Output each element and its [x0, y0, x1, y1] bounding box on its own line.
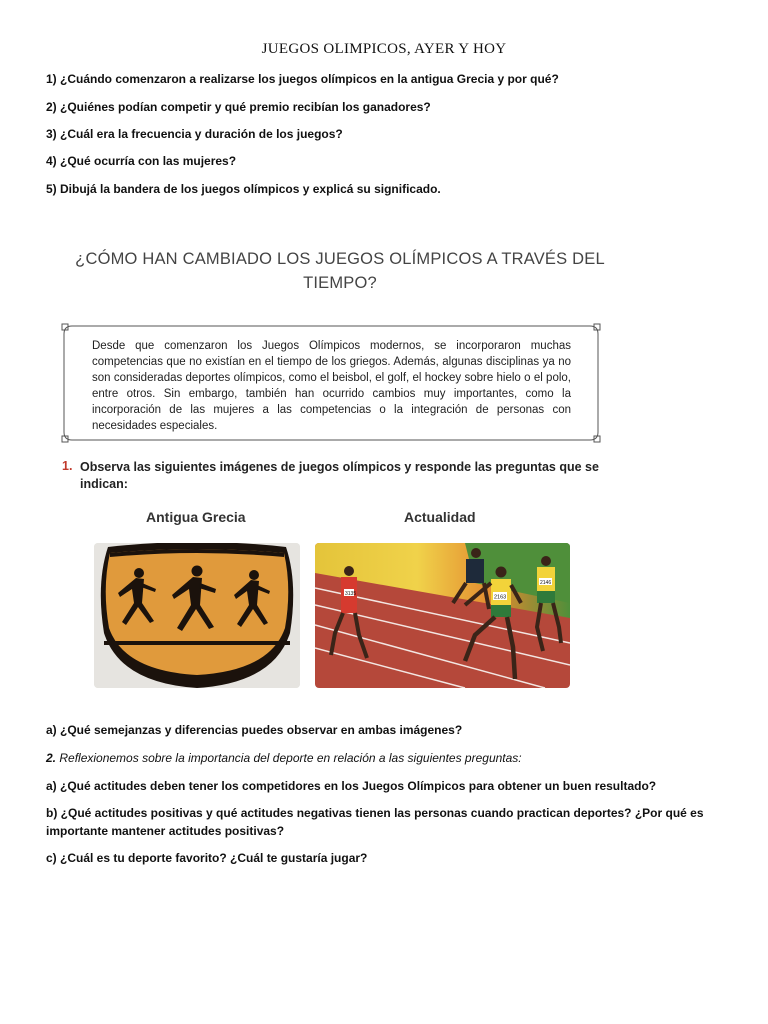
question-5: 5) Dibujá la bandera de los juegos olímpicos y explicá su significado.	[46, 182, 441, 196]
greek-vase-runners-image	[94, 543, 300, 688]
question-3: 3) ¿Cuál era la frecuencia y duración de los juegos?	[46, 127, 343, 141]
caption-actualidad: Actualidad	[404, 509, 476, 525]
caption-antigua-grecia: Antigua Grecia	[146, 509, 246, 525]
question-2-number: 2.	[46, 751, 57, 765]
question-1: 1) ¿Cuándo comenzaron a realizarse los juegos olímpicos en la antigua Grecia y por qué?	[46, 72, 559, 86]
question-a-attitudes: a) ¿Qué actitudes deben tener los competidores en los Juegos Olímpicos para obtener un buen resultado?	[46, 779, 657, 793]
page-title: JUEGOS OLIMPICOS, AYER Y HOY	[261, 41, 507, 57]
question-a-similarities: a) ¿Qué semejanzas y diferencias puedes observar en ambas imágenes?	[46, 723, 463, 737]
sprinters-photo-image	[315, 543, 570, 688]
question-c-favorite-sport: c) ¿Cuál es tu deporte favorito? ¿Cuál te gustaría jugar?	[46, 851, 368, 865]
exercise-1-text: Observa las siguientes imágenes de juegos olímpicos y responde las preguntas que se indican:	[80, 460, 599, 491]
info-box-text: Desde que comenzaron los Juegos Olímpicos modernos, se incorporaron muchas competencias que no existían en el tiempo de los griegos. Además, algunas disciplinas ya no son consideradas deportes olímpicos, como el beisbol, el golf, el hockey sobre hielo o el polo, entre otros. Sin embargo, también han ocurrido cambios muy importantes, como la incorporación de las mujeres a las competencias o la integración de personas con necesidades especiales.	[92, 340, 571, 432]
question-2-text: Reflexionemos sobre la importancia del deporte en relación a las siguientes preguntas:	[59, 751, 522, 765]
question-4: 4) ¿Qué ocurría con las mujeres?	[46, 154, 237, 168]
exercise-1-number: 1.	[62, 459, 73, 473]
bib-number: 2146	[540, 580, 552, 586]
question-b-attitudes: b) ¿Qué actitudes positivas y qué actitudes negativas tienen las personas cuando practican deportes? ¿Por qué es importante mantener actitudes positivas?	[46, 806, 704, 838]
section-subtitle: ¿CÓMO HAN CAMBIADO LOS JUEGOS OLÍMPICOS A TRAVÉS DEL TIEMPO?	[75, 250, 605, 292]
bib-number: 2163	[494, 594, 507, 601]
bib-number: 3135	[345, 591, 357, 597]
question-2: 2) ¿Quiénes podían competir y qué premio recibían los ganadores?	[46, 100, 431, 114]
